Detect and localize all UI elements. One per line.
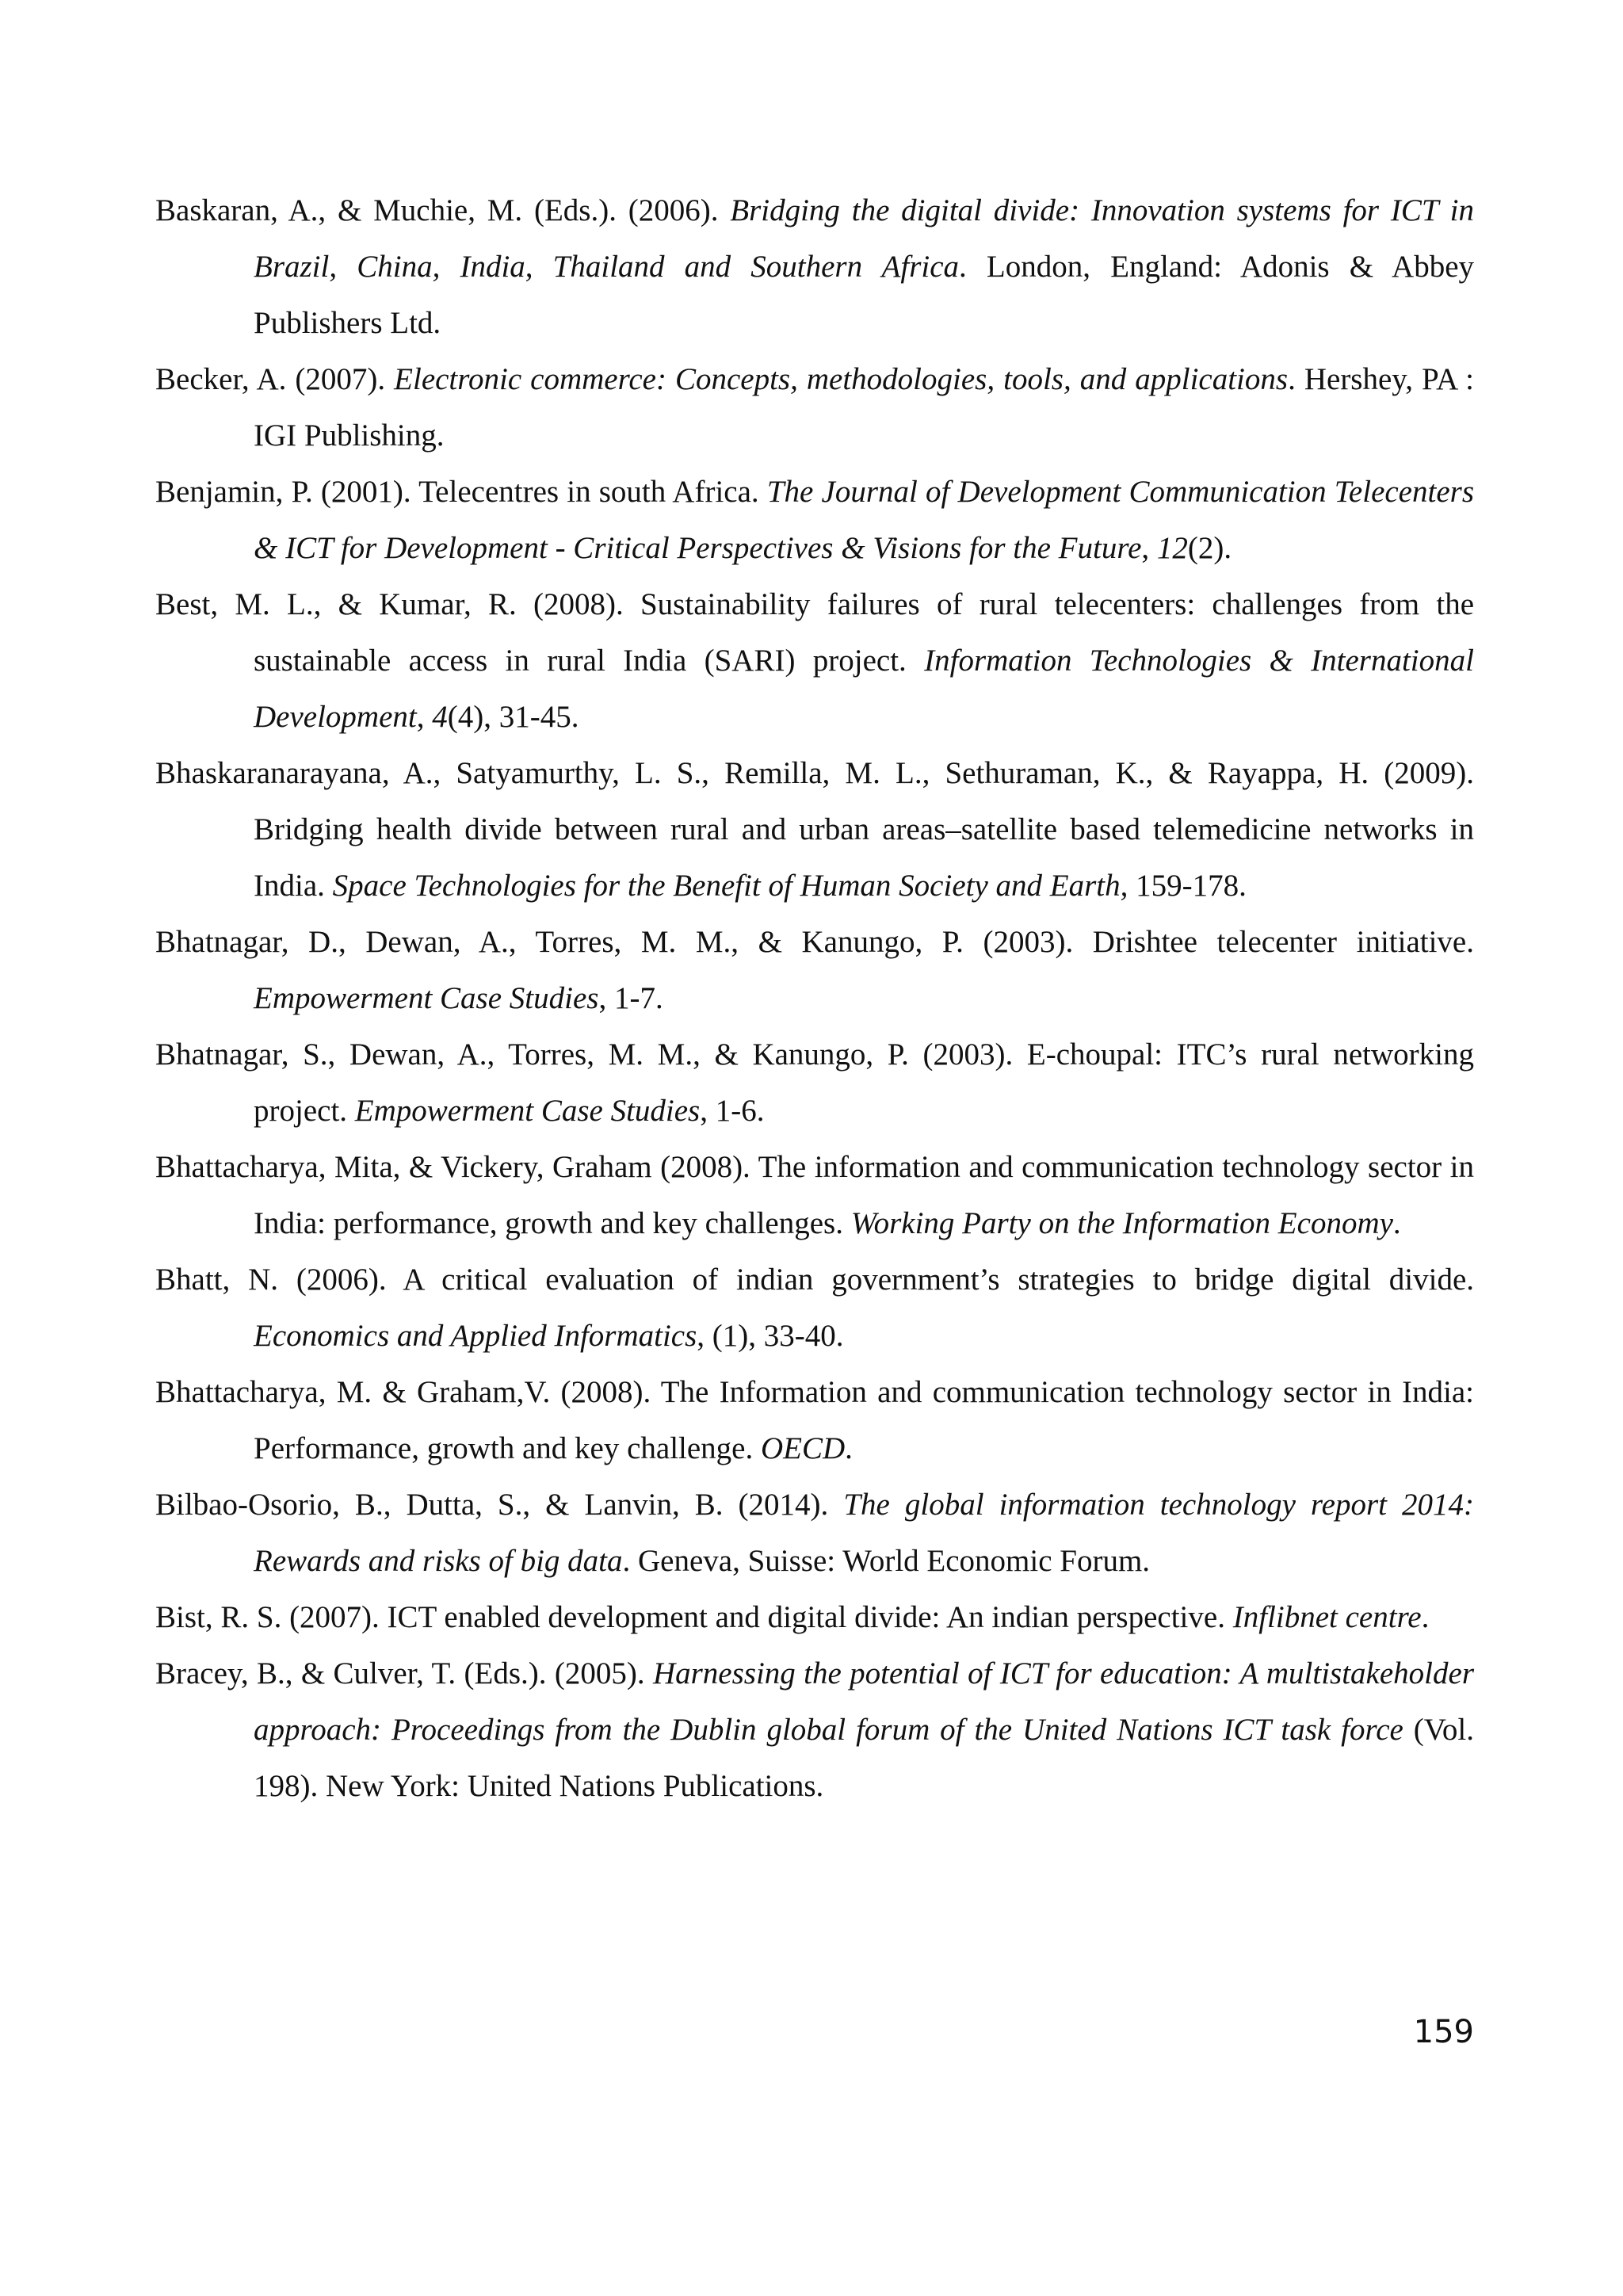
reference-text: . <box>845 1431 853 1465</box>
reference-text: Bhatt, N. (2006). A critical evaluation of indian government’s strategies to bridge digital divide. <box>155 1263 1474 1297</box>
reference-entry <box>155 1364 1474 1477</box>
reference-text: . <box>1421 1600 1430 1634</box>
reference-text: (4), 31-45. <box>447 700 579 734</box>
reference-text: Best, M. L., & Kumar, R. (2008). Sustainability failures of rural telecenters: challenges from the sustainable access in rural India (SARI) project. <box>155 587 1474 678</box>
page-number: 159 <box>1413 2014 1474 2050</box>
reference-italic-text: Empowerment Case Studies <box>354 1094 701 1128</box>
reference-entry <box>155 1645 1474 1814</box>
reference-list <box>155 182 1474 1814</box>
reference-text: Benjamin, P. (2001). Telecentres in south Africa. <box>155 475 767 509</box>
reference-text: Bhattacharya, Mita, & Vickery, Graham (2008). The information and communication technology sector in India: performance, growth and key challenges. <box>155 1150 1474 1240</box>
reference-italic-text: 4 <box>432 700 448 734</box>
reference-text: Bist, R. S. (2007). ICT enabled development and digital divide: An indian perspective. <box>155 1600 1233 1634</box>
reference-entry <box>155 1477 1474 1589</box>
reference-text: Bhattacharya, M. & Graham,V. (2008). The Information and communication technology sector in India: Performance, growth and key challenge. <box>155 1375 1474 1465</box>
reference-text: Baskaran, A., & Muchie, M. (Eds.). (2006). <box>155 193 731 227</box>
reference-text: , <box>1141 531 1157 565</box>
reference-text: , <box>416 700 433 734</box>
reference-text: . London, England: Adonis & Abbey Publishers Ltd. <box>254 250 1475 340</box>
reference-italic-text: Harnessing the potential of ICT for education: A multistakeholder approach: Proceedings from the Dublin global forum of the United Nations ICT task force <box>254 1656 1474 1747</box>
reference-entry <box>155 1139 1474 1251</box>
reference-text: , (1), 33-40. <box>697 1319 844 1353</box>
reference-italic-text: The Journal of Development Communication Telecenters & ICT for Development - Critical Perspectives & Visions for the Future <box>254 475 1474 565</box>
reference-italic-text: Empowerment Case Studies <box>254 981 599 1015</box>
reference-entry <box>155 576 1474 745</box>
reference-italic-text: OECD <box>761 1431 846 1465</box>
reference-italic-text: Working Party on the Information Economy <box>850 1206 1393 1240</box>
reference-text: (2). <box>1187 531 1232 565</box>
reference-italic-text: Electronic commerce: Concepts, methodologies, tools, and applications <box>394 362 1289 396</box>
reference-entry <box>155 182 1474 351</box>
reference-text: , 1-7. <box>598 981 663 1015</box>
reference-italic-text: Inflibnet centre <box>1232 1600 1422 1634</box>
reference-italic-text: The global information technology report 2014: Rewards and risks of big data <box>254 1488 1474 1578</box>
reference-text: Bhatnagar, D., Dewan, A., Torres, M. M., & Kanungo, P. (2003). Drishtee telecenter initiative. <box>155 925 1474 959</box>
reference-italic-text: Information Technologies & International Development <box>254 644 1474 734</box>
reference-italic-text: Economics and Applied Informatics <box>254 1319 697 1353</box>
reference-italic-text: 12 <box>1156 531 1188 565</box>
reference-entry <box>155 1251 1474 1364</box>
reference-text: . Hershey, PA : IGI Publishing. <box>254 362 1474 453</box>
reference-entry <box>155 1589 1474 1645</box>
reference-text: Bhaskaranarayana, A., Satyamurthy, L. S., Remilla, M. L., Sethuraman, K., & Rayappa, H. (2009). Bridging health divide between rural and urban areas–satellite based telemedicine networks in India. <box>155 756 1474 903</box>
reference-text: . <box>1392 1206 1401 1240</box>
reference-text: (Vol. 198). New York: United Nations Publications. <box>254 1713 1474 1803</box>
reference-text: Bilbao-Osorio, B., Dutta, S., & Lanvin, B. (2014). <box>155 1488 844 1522</box>
reference-text: Bhatnagar, S., Dewan, A., Torres, M. M., & Kanungo, P. (2003). E-choupal: ITC’s rural networking project. <box>155 1037 1474 1128</box>
reference-text: 159-178. <box>1128 869 1247 903</box>
reference-italic-text: Space Technologies for the Benefit of Human Society and Earth, <box>332 869 1128 903</box>
reference-entry <box>155 745 1474 914</box>
reference-entry <box>155 914 1474 1026</box>
reference-entry <box>155 1026 1474 1139</box>
reference-text: Becker, A. (2007). <box>155 362 395 396</box>
reference-italic-text: Bridging the digital divide: Innovation systems for ICT in Brazil, China, India, Thailand and Southern Africa <box>254 193 1474 284</box>
reference-text: Bracey, B., & Culver, T. (Eds.). (2005). <box>155 1656 653 1690</box>
reference-entry <box>155 464 1474 576</box>
reference-entry <box>155 351 1474 464</box>
reference-text: , 1-6. <box>700 1094 765 1128</box>
reference-text: . Geneva, Suisse: World Economic Forum. <box>622 1544 1151 1578</box>
